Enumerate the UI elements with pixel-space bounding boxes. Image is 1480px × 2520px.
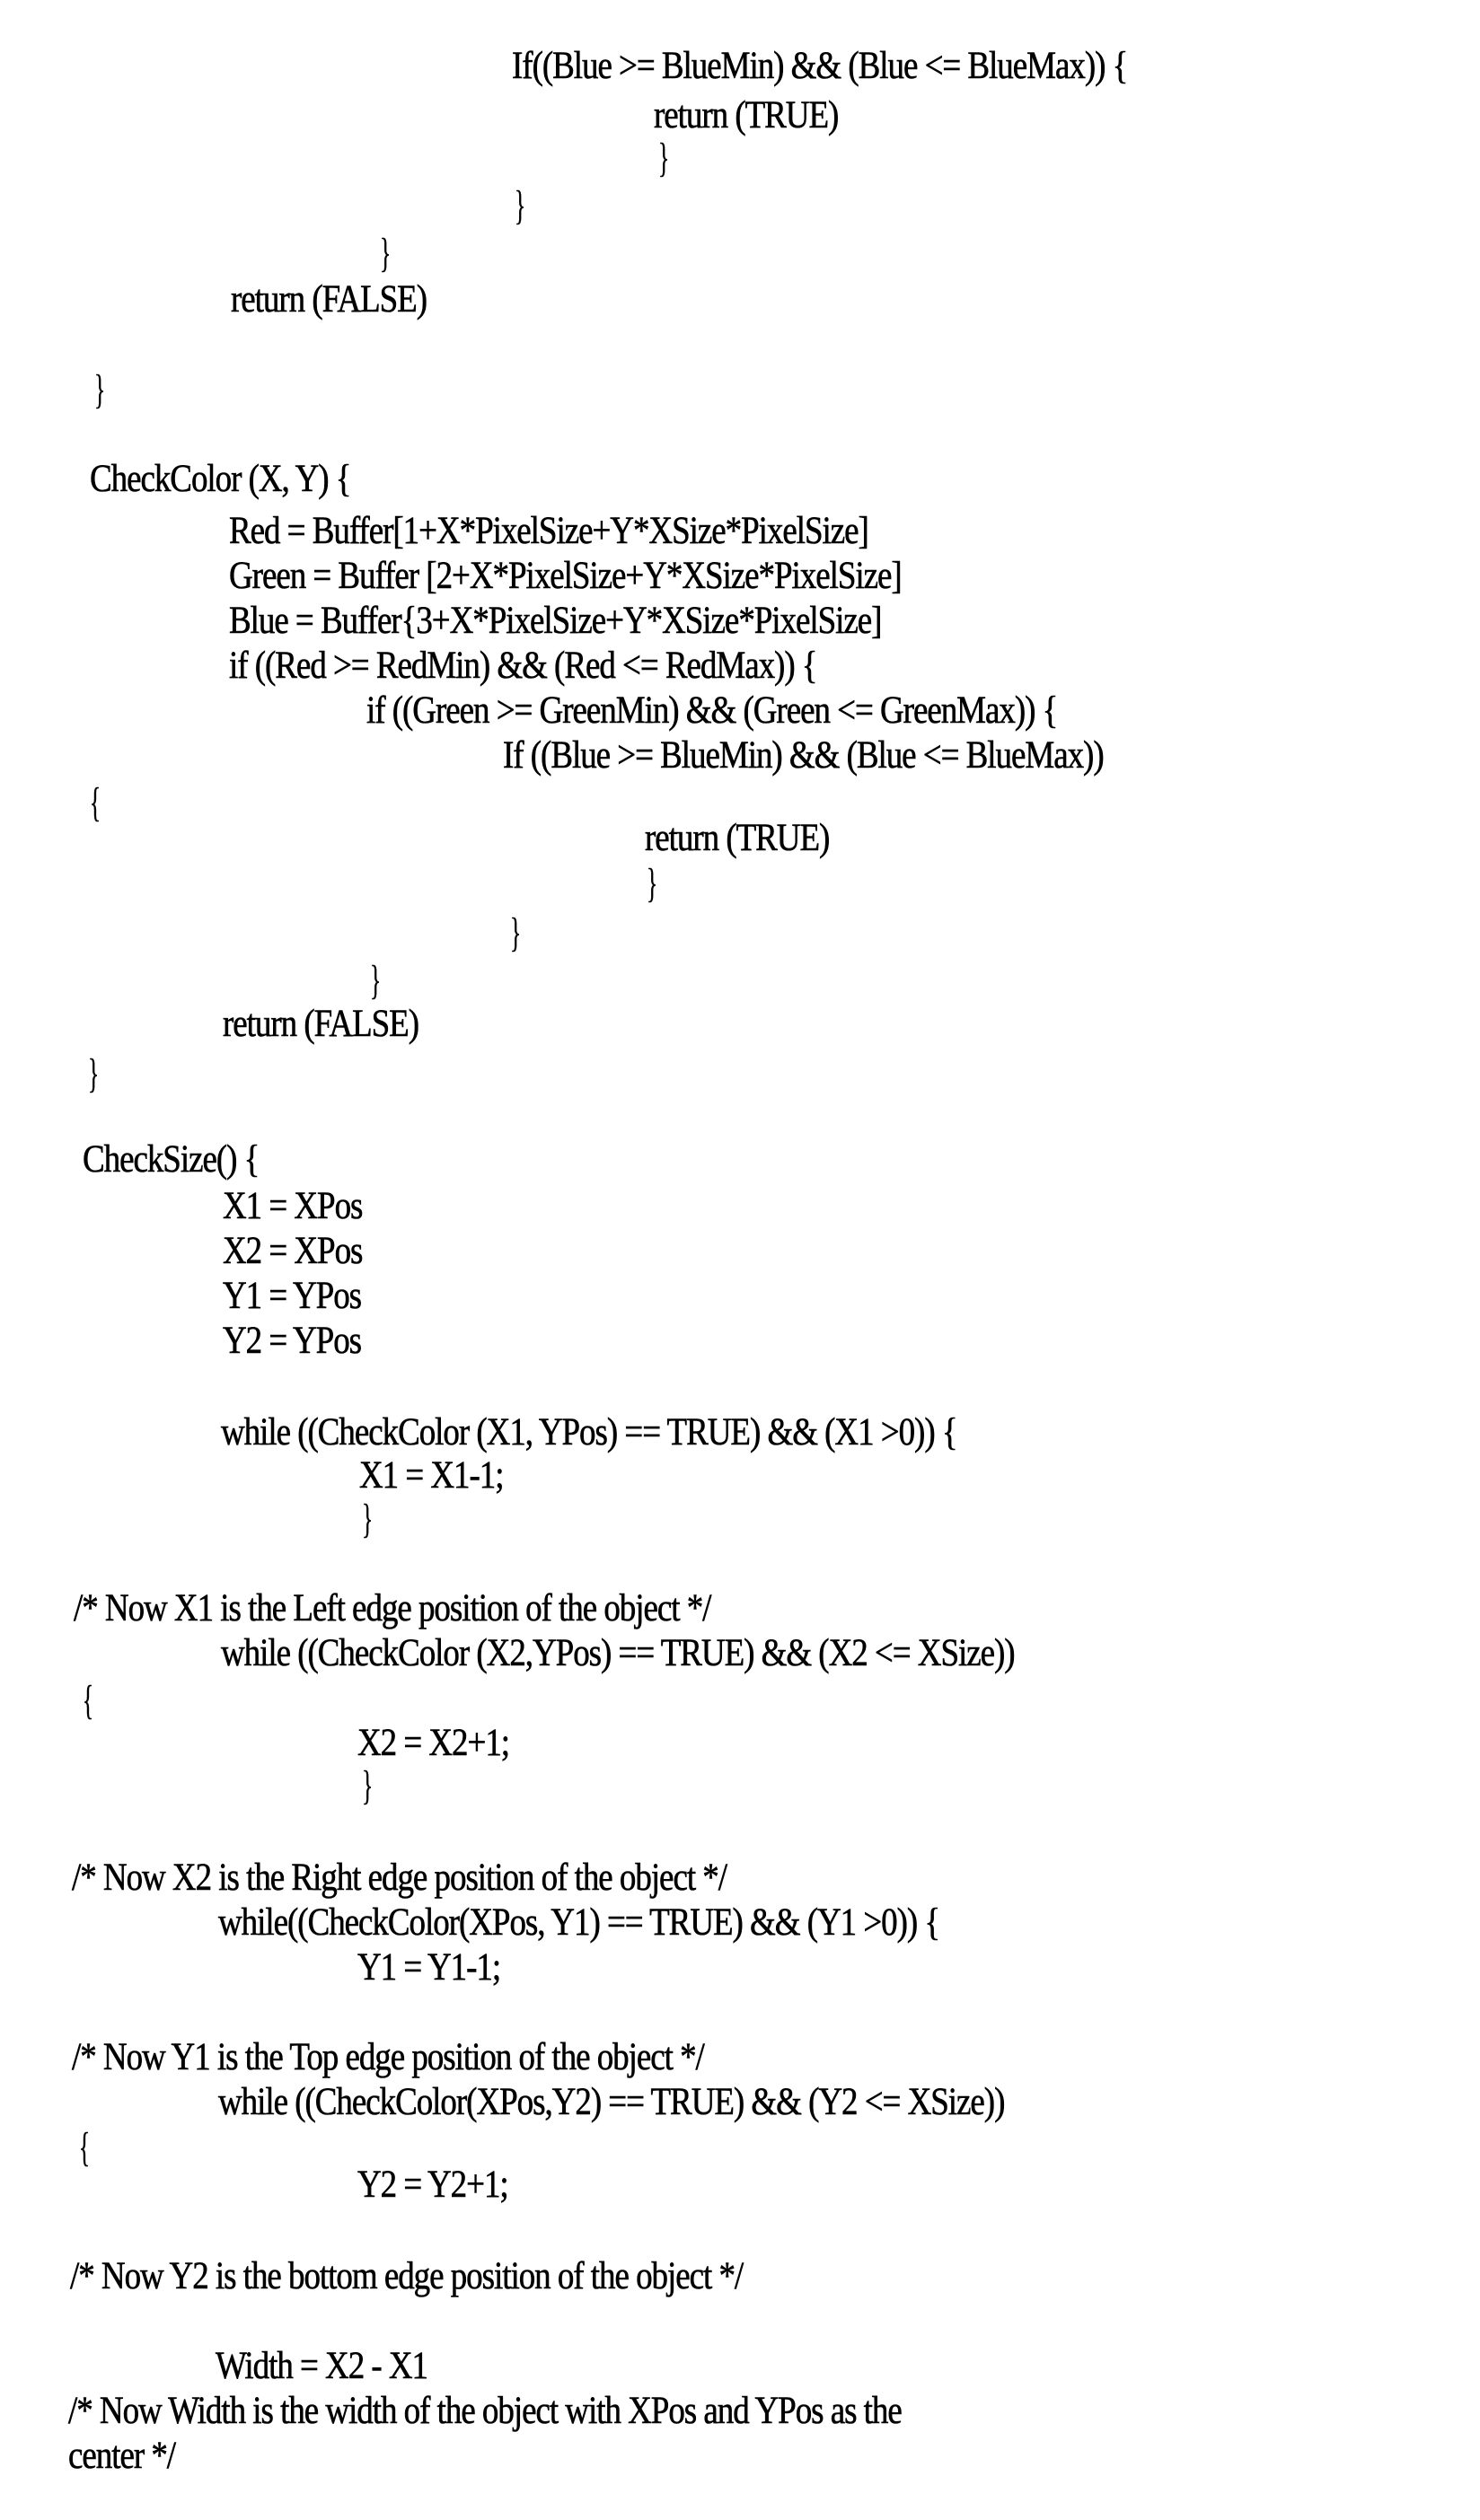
code-line: while ((CheckColor (X1, YPos) == TRUE) && (X1 >0)) {: [221, 1411, 957, 1453]
code-comment-line: /* Now Width is the width of the object with XPos and YPos as the: [68, 2390, 902, 2432]
code-line: Y1 = Y1-1;: [357, 1946, 501, 1989]
code-brace: }: [94, 366, 106, 412]
code-brace: }: [362, 1762, 374, 1808]
code-line: X1 = X1-1;: [359, 1454, 504, 1497]
code-brace: }: [658, 135, 670, 180]
code-line: while ((CheckColor(XPos,Y2) == TRUE) && (Y2 <= XSize)): [218, 2081, 1005, 2123]
code-line: return (FALSE): [223, 1003, 418, 1045]
code-line: Green = Buffer [2+X*PixelSize+Y*XSize*PixelSize]: [229, 555, 902, 597]
code-brace: }: [515, 182, 526, 228]
code-line: while((CheckColor(XPos, Y1) == TRUE) && (Y1 >0)) {: [218, 1901, 940, 1944]
code-line: return (FALSE): [231, 278, 427, 320]
code-line: X1 = XPos: [223, 1185, 363, 1227]
code-line: return (TRUE): [645, 817, 830, 859]
code-line: If ((Blue >= BlueMin) && (Blue <= BlueMax)): [503, 734, 1104, 777]
code-line: while ((CheckColor (X2,YPos) == TRUE) && (X2 <= XSize)): [221, 1632, 1015, 1674]
code-line: center */: [68, 2435, 176, 2477]
code-comment-line: /* Now Y1 is the Top edge position of the object */: [72, 2036, 704, 2078]
code-line: Y2 = Y2+1;: [357, 2164, 508, 2206]
code-brace: {: [83, 1677, 94, 1723]
code-line: Y2 = YPos: [223, 1320, 362, 1362]
code-brace: }: [370, 957, 382, 1003]
code-line: if ((Red >= RedMin) && (Red <= RedMax)) {: [229, 645, 817, 687]
code-brace: }: [88, 1050, 100, 1096]
code-comment-line: /* Now X2 is the Right edge position of the object */: [72, 1857, 727, 1899]
code-brace: }: [380, 230, 392, 276]
code-line: return (TRUE): [654, 94, 839, 136]
code-line: Blue = Buffer{3+X*PixelSize+Y*XSize*PixelSize]: [229, 600, 882, 642]
code-line: Width = X2 - X1: [216, 2345, 428, 2387]
code-line: CheckSize() {: [83, 1138, 260, 1181]
code-brace: {: [79, 2124, 91, 2170]
code-line: CheckColor (X, Y) {: [90, 458, 351, 500]
code-line: X2 = X2+1;: [357, 1722, 510, 1764]
code-line: Y1 = YPos: [223, 1275, 362, 1317]
code-brace: }: [647, 860, 658, 906]
code-comment-line: /* Now Y2 is the bottom edge position of the object */: [70, 2255, 744, 2297]
code-line: X2 = XPos: [223, 1230, 363, 1272]
code-comment-line: /* Now X1 is the Left edge position of the object */: [74, 1587, 711, 1629]
code-line: if ((Green >= GreenMin) && (Green <= GreenMax)) {: [366, 689, 1058, 732]
code-brace: {: [90, 779, 101, 825]
code-brace: }: [362, 1496, 374, 1541]
code-line: If((Blue >= BlueMin) && (Blue <= BlueMax)) {: [512, 45, 1128, 87]
code-brace: }: [510, 909, 522, 955]
code-line: Red = Buffer[1+X*PixelSize+Y*XSize*PixelSize]: [229, 510, 868, 552]
